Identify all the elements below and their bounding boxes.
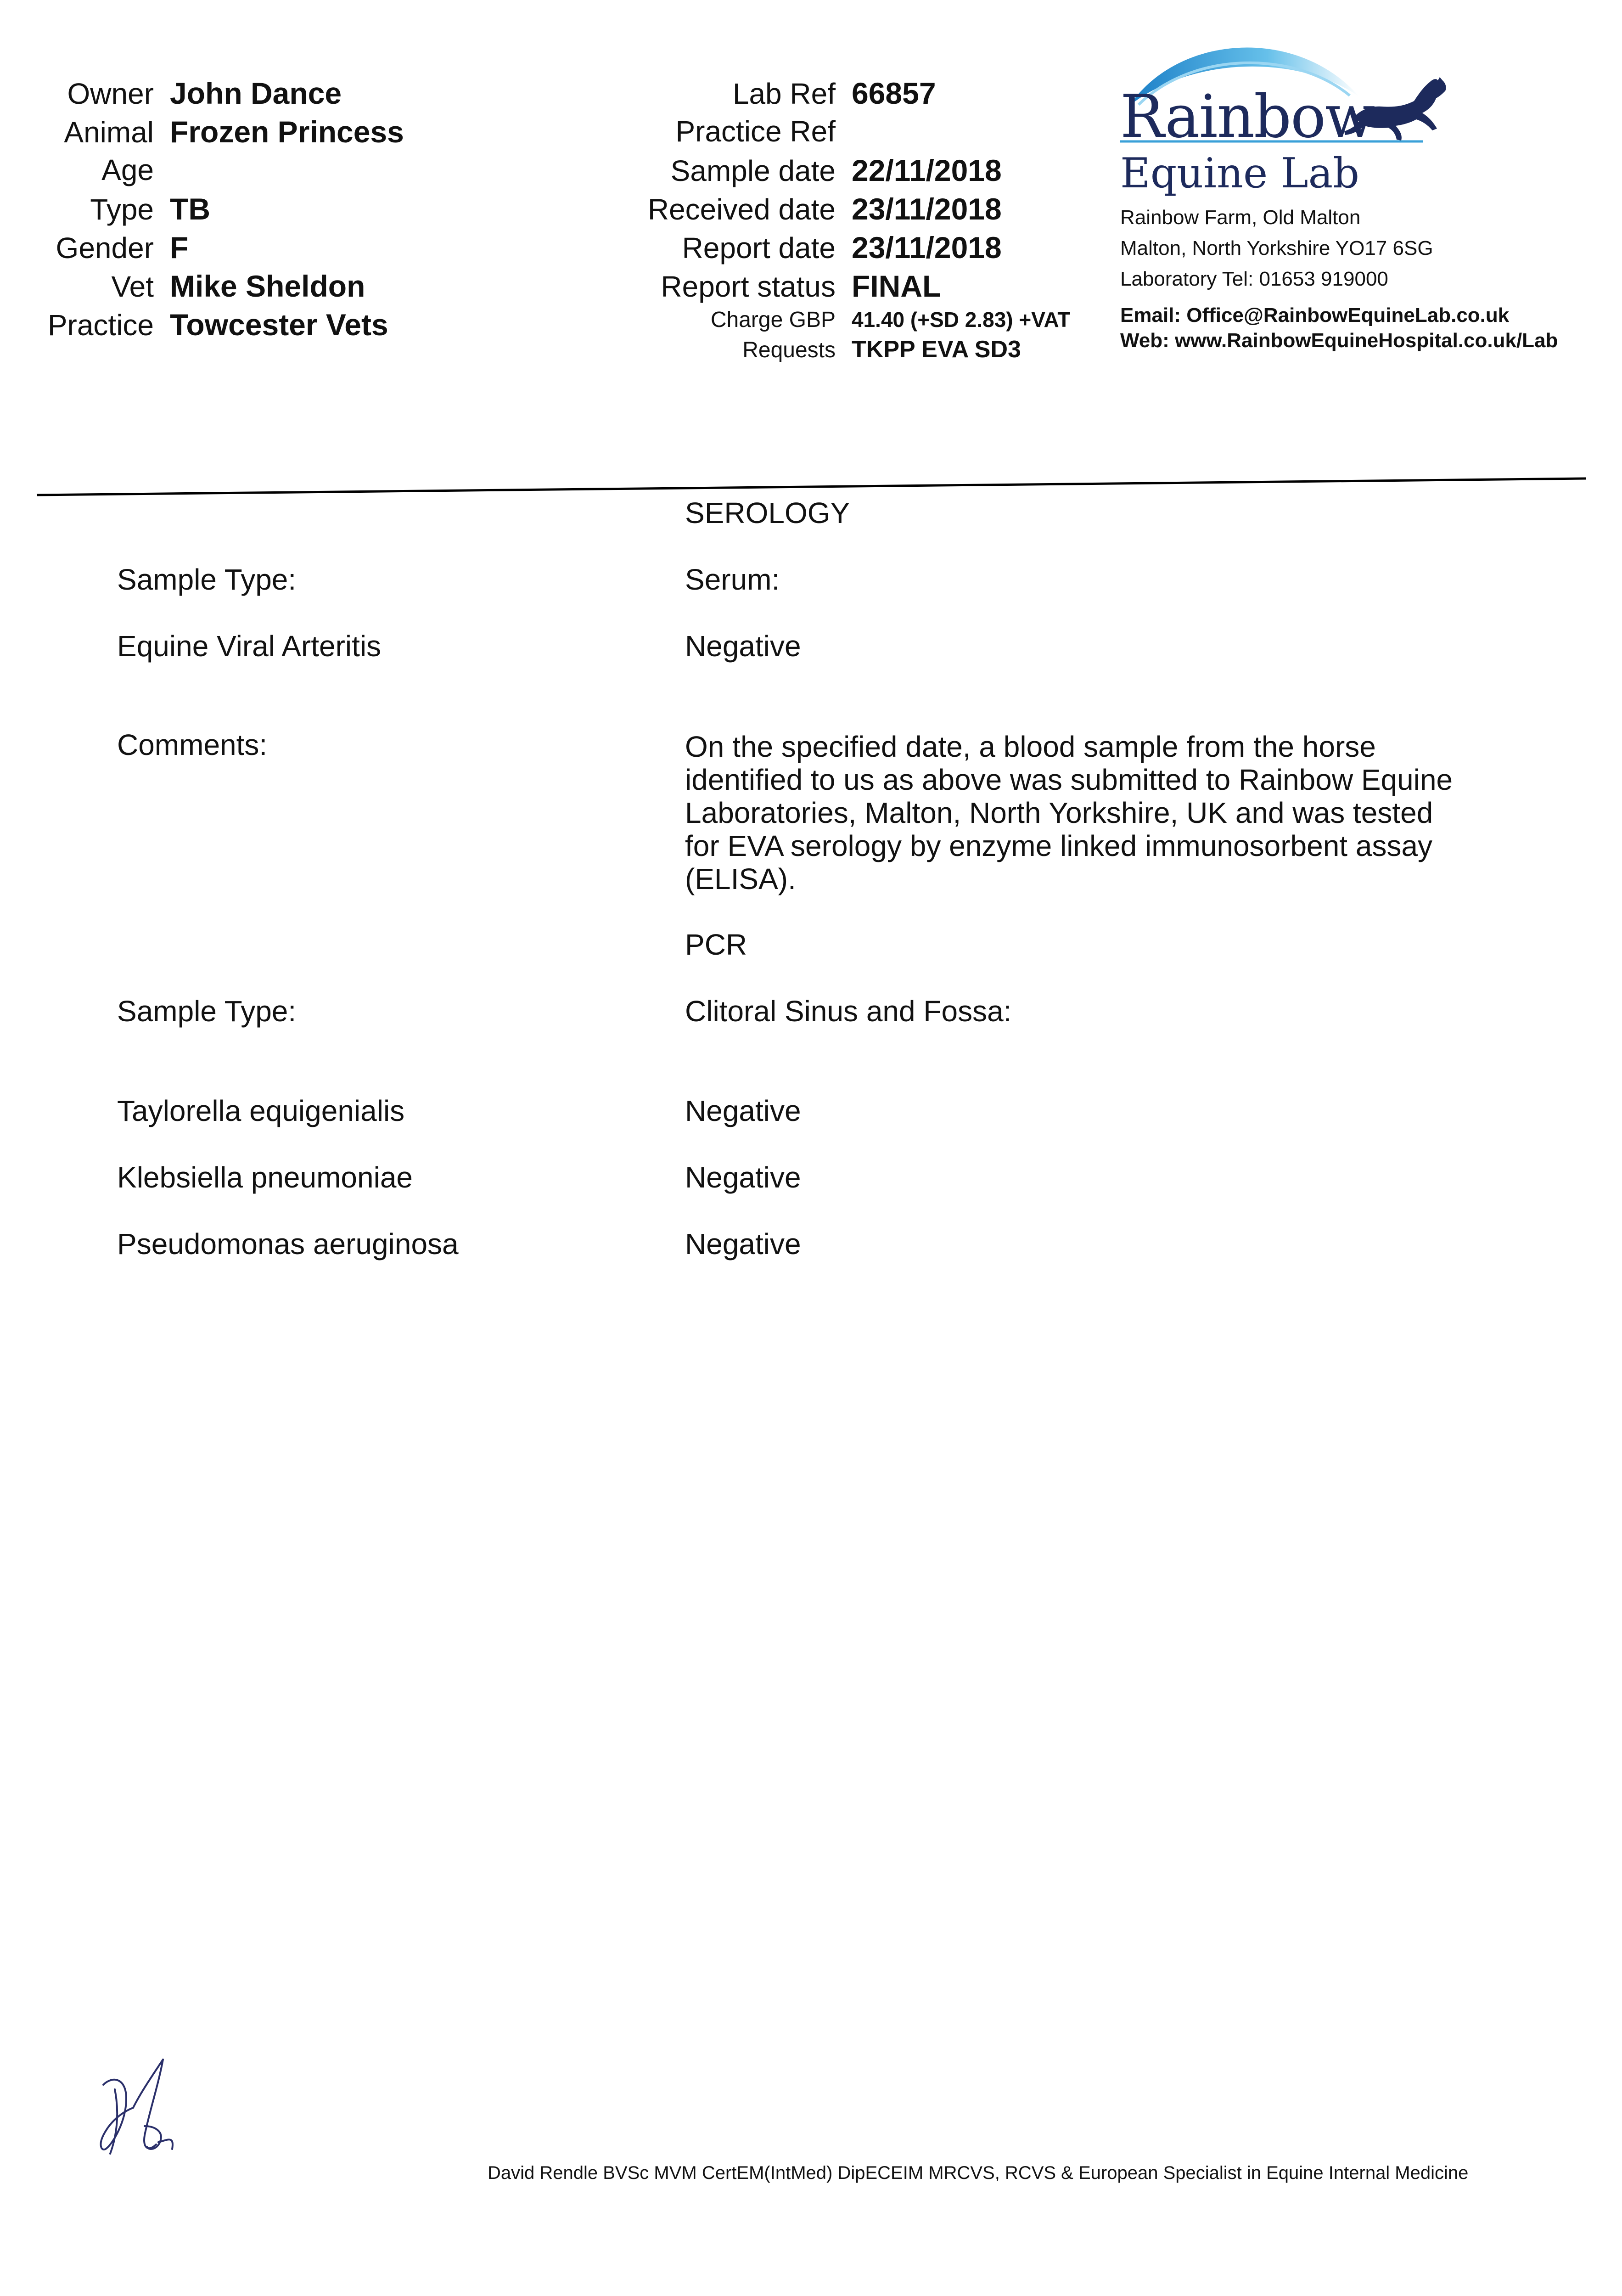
vet-label: Vet	[111, 270, 154, 303]
sample-date-label: Sample date	[670, 154, 836, 187]
report-status-value: FINAL	[852, 269, 941, 303]
pcr-sample-type-label: Sample Type:	[117, 995, 297, 1028]
pcr-test-result: Negative	[685, 1227, 801, 1261]
practice-ref-label: Practice Ref	[675, 115, 836, 148]
charge-value: 41.40 (+SD 2.83) +VAT	[852, 308, 1071, 332]
serology-heading: SEROLOGY	[685, 496, 850, 529]
pcr-heading: PCR	[685, 928, 747, 961]
signatory-credentials: David Rendle BVSc MVM CertEM(IntMed) DipECEIM MRCVS, RCVS & European Specialist in Equine Internal Medicine	[488, 2163, 1469, 2183]
address-line-2: Malton, North Yorkshire YO17 6SG	[1120, 237, 1433, 259]
pcr-test-name: Taylorella equigenialis	[117, 1094, 405, 1127]
lab-ref-label: Lab Ref	[732, 77, 836, 110]
lab-email[interactable]: Email: Office@RainbowEquineLab.co.uk	[1120, 304, 1510, 326]
pcr-test-name: Klebsiella pneumoniae	[117, 1161, 413, 1194]
lab-telephone: Laboratory Tel: 01653 919000	[1120, 268, 1388, 290]
owner-label: Owner	[67, 77, 154, 110]
pcr-test-result: Negative	[685, 1161, 801, 1194]
serology-sample-type-label: Sample Type:	[117, 563, 297, 596]
gender-value: F	[170, 231, 189, 264]
sample-date-value: 22/11/2018	[852, 153, 1002, 187]
type-label: Type	[90, 193, 154, 226]
gender-label: Gender	[56, 231, 154, 264]
signature-icon	[94, 2057, 195, 2167]
report-status-label: Report status	[661, 270, 836, 303]
age-label: Age	[101, 153, 154, 186]
animal-label: Animal	[64, 116, 154, 149]
comments-label: Comments:	[117, 728, 268, 761]
report-date-value: 23/11/2018	[852, 231, 1002, 264]
vet-value: Mike Sheldon	[170, 269, 365, 303]
pcr-sample-type-value: Clitoral Sinus and Fossa:	[685, 995, 1012, 1028]
pcr-test-name: Pseudomonas aeruginosa	[117, 1227, 459, 1261]
lab-website[interactable]: Web: www.RainbowEquineHospital.co.uk/Lab	[1120, 329, 1558, 352]
eva-test-result: Negative	[685, 630, 801, 663]
type-value: TB	[170, 192, 210, 226]
practice-value: Towcester Vets	[170, 308, 388, 342]
pcr-test-result: Negative	[685, 1094, 801, 1127]
charge-label: Charge GBP	[710, 308, 836, 332]
practice-label: Practice	[47, 309, 154, 342]
received-date-label: Received date	[647, 193, 836, 226]
address-line-1: Rainbow Farm, Old Malton	[1120, 206, 1361, 229]
header-divider	[0, 0, 1622, 551]
logo-wordmark: Rainbow	[1120, 83, 1375, 151]
owner-value: John Dance	[170, 76, 342, 110]
report-date-label: Report date	[682, 231, 836, 264]
animal-value: Frozen Princess	[170, 115, 404, 149]
lab-ref-value: 66857	[852, 76, 936, 110]
serology-sample-type-value: Serum:	[685, 563, 780, 596]
requests-label: Requests	[742, 338, 836, 362]
eva-test-name: Equine Viral Arteritis	[117, 630, 382, 663]
received-date-value: 23/11/2018	[852, 192, 1002, 226]
requests-value: TKPP EVA SD3	[852, 336, 1021, 363]
logo-subtitle: Equine Lab	[1120, 149, 1359, 197]
comments-text: On the specified date, a blood sample from the horse identified to us as above was submitted to Rainbow Equine Laboratories, Malton, North Yorkshire, UK and was tested for EVA serology by enzyme linked immunosorbent assay (ELISA).	[685, 730, 1453, 895]
